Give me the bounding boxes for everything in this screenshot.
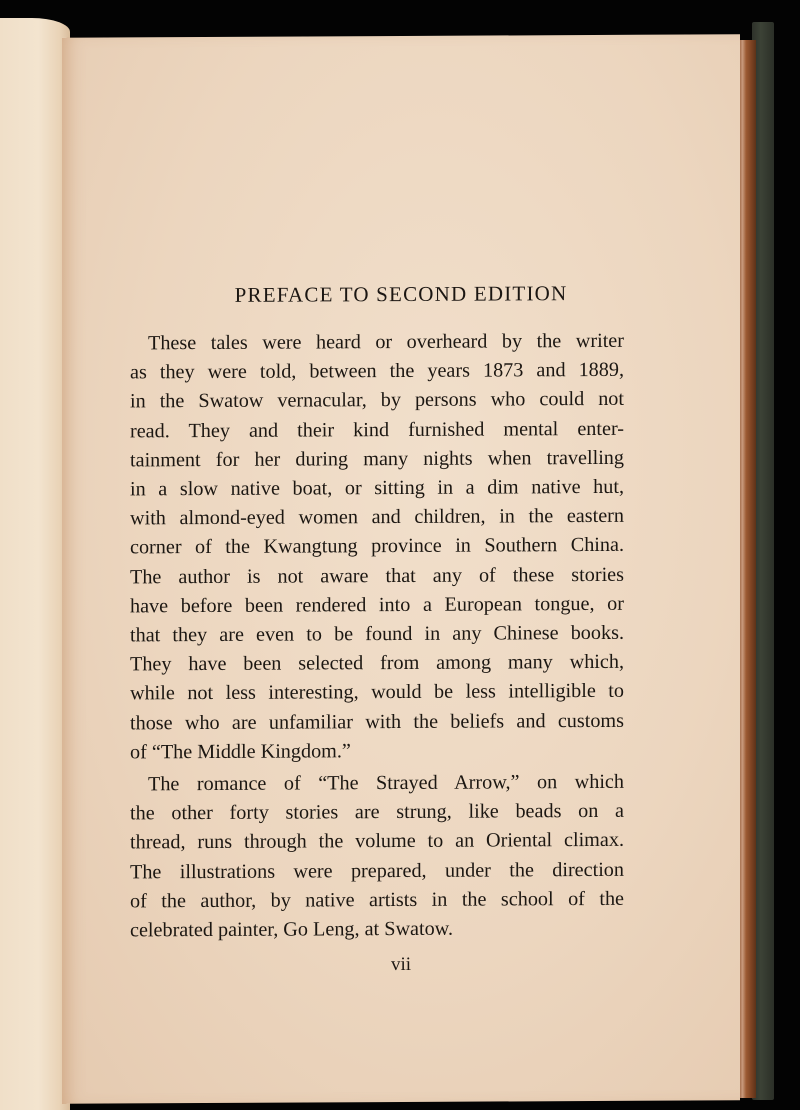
text-line: in the Swatow vernacular, by persons who could not — [130, 388, 624, 413]
text-line: in a slow native boat, or sitting in a dim native hut, — [130, 475, 624, 501]
text-line: as they were told, between the years 1873 and 1889, — [130, 359, 624, 384]
text-line: with almond-eyed women and children, in the eastern — [130, 505, 624, 530]
text-line: that they are even to be found in any Chinese books. — [130, 621, 624, 647]
text-line: They have been selected from among many which, — [130, 651, 624, 676]
text-line: of “The Middle Kingdom.” — [130, 740, 351, 764]
text-line: corner of the Kwangtung province in Southern China. — [130, 534, 624, 559]
text-line: have before been rendered into a European tongue, or — [130, 592, 624, 618]
text-line: The author is not aware that any of these stories — [130, 563, 624, 589]
page-title: PREFACE TO SECOND EDITION — [234, 281, 568, 307]
paragraph-1 — [130, 327, 624, 768]
page-block-edge — [738, 40, 756, 1098]
text-line: of the author, by native artists in the school of the — [130, 887, 624, 913]
left-facing-page — [0, 18, 70, 1110]
preface-body — [130, 327, 624, 946]
text-line: while not less interesting, would be less intelligible to — [130, 680, 624, 705]
page-number: vii — [390, 953, 412, 976]
text-line: These tales were heard or overheard by the writer — [148, 329, 624, 355]
text-line: those who are unfamiliar with the beliefs and customs — [130, 709, 624, 735]
text-line: read. They and their kind furnished mental enter- — [130, 417, 624, 443]
text-line: thread, runs through the volume to an Oriental climax. — [130, 829, 624, 854]
text-line: tainment for her during many nights when travelling — [130, 446, 624, 472]
text-line: celebrated painter, Go Leng, at Swatow. — [130, 917, 453, 942]
right-page — [62, 34, 740, 1104]
text-line: The romance of “The Strayed Arrow,” on which — [148, 770, 624, 796]
text-line: the other forty stories are strung, like beads on a — [130, 800, 624, 825]
text-line: The illustrations were prepared, under the direction — [130, 858, 624, 884]
paragraph-2 — [130, 768, 624, 946]
